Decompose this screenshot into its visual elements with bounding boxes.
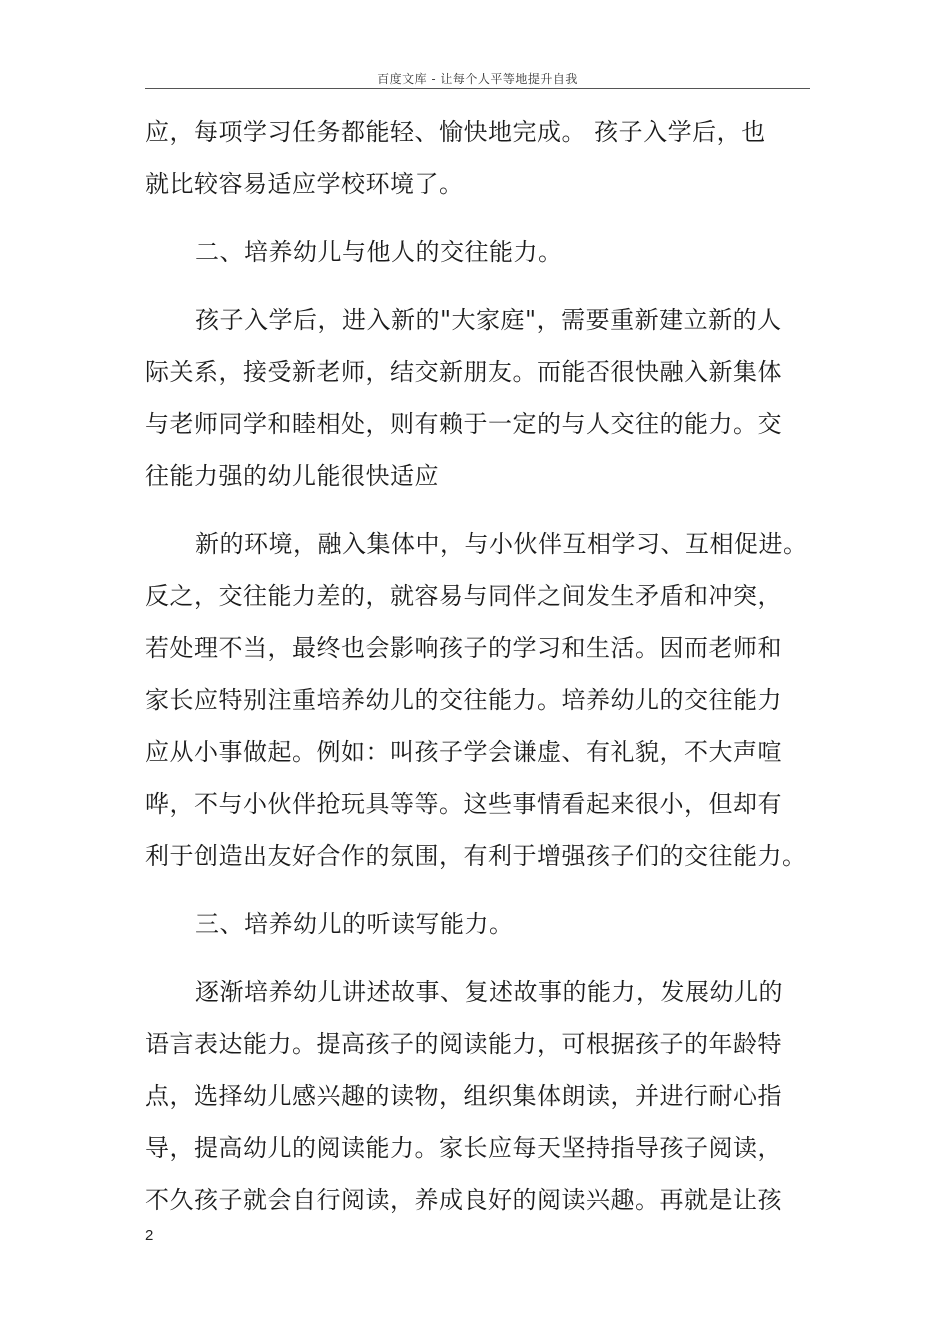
page-number: 2 <box>145 1227 154 1244</box>
text-line: 际关系，接受新老师，结交新朋友。而能否很快融入新集体 <box>145 358 782 386</box>
document-body <box>145 106 810 1226</box>
text-line: 孩子入学后，进入新的"大家庭"，需要重新建立新的人 <box>195 306 782 334</box>
text-line: 逐渐培养幼儿讲述故事、复述故事的能力，发展幼儿的 <box>195 978 783 1006</box>
text-line: 若处理不当，最终也会影响孩子的学习和生活。因而老师和 <box>145 634 782 662</box>
header-divider <box>145 88 810 89</box>
heading-text: 二、培养幼儿与他人的交往能力。 <box>195 238 563 266</box>
paragraph-social-intro <box>145 294 810 502</box>
paragraph-literacy <box>145 966 810 1226</box>
text-line: 语言表达能力。提高孩子的阅读能力，可根据孩子的年龄特 <box>145 1030 782 1058</box>
section-heading-literacy <box>145 898 810 950</box>
text-line: 不久孩子就会自行阅读，养成良好的阅读兴趣。再就是让孩 <box>145 1186 782 1214</box>
text-line: 家长应特别注重培养幼儿的交往能力。培养幼儿的交往能力 <box>145 686 782 714</box>
text-line: 导，提高幼儿的阅读能力。家长应每天坚持指导孩子阅读， <box>145 1134 782 1162</box>
heading-text: 三、培养幼儿的听读写能力。 <box>195 910 514 938</box>
paragraph-continuation <box>145 106 810 210</box>
page-header: 百度文库 - 让每个人平等地提升自我 <box>377 72 578 86</box>
text-line: 新的环境，融入集体中，与小伙伴互相学习、互相促进。 <box>195 530 808 558</box>
text-line: 利于创造出友好合作的氛围，有利于增强孩子们的交往能力。 <box>145 842 807 870</box>
text-line: 哗，不与小伙伴抢玩具等等。这些事情看起来很小，但却有 <box>145 790 782 818</box>
text-line: 反之，交往能力差的，就容易与同伴之间发生矛盾和冲突， <box>145 582 782 610</box>
text-line: 往能力强的幼儿能很快适应 <box>145 462 439 490</box>
text-line: 应，每项学习任务都能轻、愉快地完成。 孩子入学后，也 <box>145 118 766 146</box>
paragraph-social-detail <box>145 518 810 882</box>
text-line: 应从小事做起。例如：叫孩子学会谦虚、有礼貌，不大声喧 <box>145 738 782 766</box>
text-line: 与老师同学和睦相处，则有赖于一定的与人交往的能力。交 <box>145 410 782 438</box>
section-heading-social-skills <box>145 226 810 278</box>
text-line: 就比较容易适应学校环境了。 <box>145 170 464 198</box>
text-line: 点，选择幼儿感兴趣的读物，组织集体朗读，并进行耐心指 <box>145 1082 782 1110</box>
